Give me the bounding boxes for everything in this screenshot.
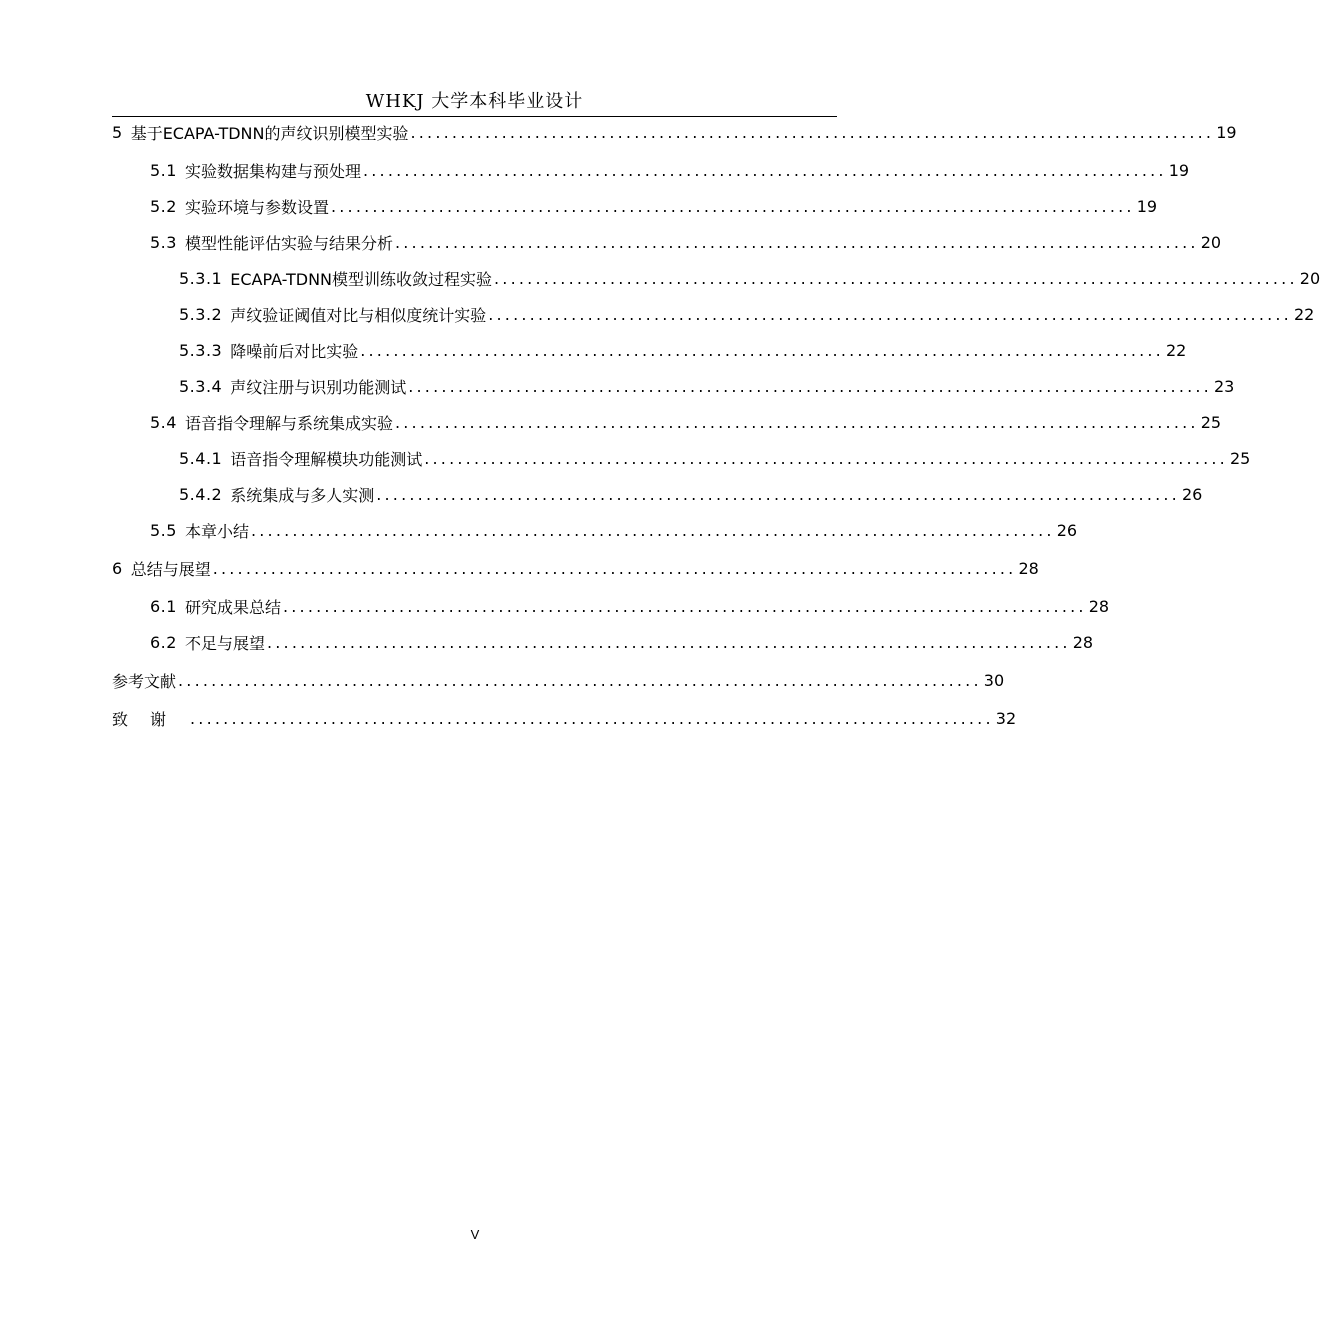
toc-entry-title: ECAPA-TDNN模型训练收敛过程实验 [230, 269, 493, 289]
toc-entry-number: 6.1 [150, 596, 177, 616]
toc-entry[interactable] [112, 592, 1110, 620]
toc-leader-dots: ................................................................................................. [488, 304, 1292, 324]
toc-leader-dots: ................................................................................................. [212, 558, 1017, 578]
toc-leader-dots: ................................................................................................. [410, 122, 1215, 142]
toc-entry-title: 语音指令理解模块功能测试 [230, 449, 423, 469]
page-number: V [470, 1227, 480, 1242]
toc-entry-page: 19 [1168, 160, 1190, 180]
header-title: WHKJ 大学本科毕业设计 [365, 91, 584, 112]
toc-entry-number: 5.3 [150, 232, 177, 252]
toc-entry-number: 5.3.3 [179, 340, 223, 360]
toc-leader-dots: ................................................................................................. [394, 412, 1199, 432]
toc-leader-dots: ................................................................................................. [424, 448, 1228, 468]
toc-entry[interactable] [112, 336, 1187, 364]
toc-entry-number: 5 [112, 122, 123, 142]
toc-entry-number: 5.3.1 [179, 268, 223, 288]
toc-entry[interactable] [112, 516, 1078, 544]
toc-entry[interactable] [112, 300, 1315, 328]
toc-entry-page: 22 [1293, 304, 1315, 324]
toc-entry[interactable] [112, 666, 1005, 694]
toc-entry-page: 25 [1200, 412, 1222, 432]
toc-entry-title: 系统集成与多人实测 [230, 485, 375, 505]
toc-entry-title: 本章小结 [184, 521, 249, 541]
toc-entry-title: 研究成果总结 [184, 597, 281, 617]
toc-entry-title: 不足与展望 [184, 633, 265, 653]
toc-entry[interactable] [112, 156, 1190, 184]
toc-entry[interactable] [112, 554, 1039, 582]
toc-entry-title: 基于ECAPA-TDNN的声纹识别模型实验 [130, 123, 409, 143]
toc-leader-dots: ................................................................................................. [408, 376, 1212, 396]
toc-entry-number: 5.3.2 [179, 304, 223, 324]
page-header [112, 88, 837, 117]
toc-entry-title: 致谢 [112, 709, 189, 729]
toc-leader-dots: ................................................................................................. [330, 196, 1135, 216]
toc-leader-dots: ................................................................................................. [494, 268, 1298, 288]
toc-entry[interactable] [112, 118, 1237, 146]
toc-entry-title: 语音指令理解与系统集成实验 [184, 413, 393, 433]
toc-entry-page: 30 [983, 670, 1005, 690]
toc-entry-title: 实验数据集构建与预处理 [184, 161, 361, 181]
toc-entry-page: 32 [995, 708, 1017, 728]
toc-leader-dots: ................................................................................................. [178, 670, 982, 690]
toc-entry-page: 19 [1136, 196, 1158, 216]
toc-leader-dots: ................................................................................................. [360, 340, 1164, 360]
toc-leader-dots: ................................................................................................. [282, 596, 1087, 616]
toc-entry-page: 20 [1299, 268, 1320, 288]
toc-entry-title: 参考文献 [112, 671, 177, 691]
toc-entry-number: 5.4 [150, 412, 177, 432]
toc-entry[interactable] [112, 444, 1251, 472]
toc-entry-title: 模型性能评估实验与结果分析 [184, 233, 393, 253]
toc-entry-page: 26 [1181, 484, 1203, 504]
toc-entry[interactable] [112, 704, 1017, 732]
toc-entry-page: 28 [1072, 632, 1094, 652]
toc-leader-dots: ................................................................................................. [250, 520, 1055, 540]
toc-entry-number: 6 [112, 558, 123, 578]
toc-entry-number: 5.2 [150, 196, 177, 216]
toc-entry-title: 实验环境与参数设置 [184, 197, 329, 217]
toc-entry-page: 28 [1088, 596, 1110, 616]
toc-entry[interactable] [112, 408, 1222, 436]
toc-entry-page: 25 [1229, 448, 1251, 468]
toc-entry-title: 声纹验证阈值对比与相似度统计实验 [230, 305, 487, 325]
toc-leader-dots: ................................................................................................. [266, 632, 1071, 652]
toc-entry[interactable] [112, 480, 1203, 508]
toc-entry-title: 降噪前后对比实验 [230, 341, 359, 361]
toc-entry[interactable] [112, 228, 1222, 256]
toc-entry-title: 总结与展望 [130, 559, 211, 579]
toc-entry-page: 22 [1165, 340, 1187, 360]
toc-leader-dots: ................................................................................................. [190, 708, 994, 728]
toc-entry-page: 28 [1018, 558, 1039, 578]
toc-entry-number: 5.3.4 [179, 376, 223, 396]
toc-entry[interactable] [112, 264, 1320, 292]
toc-entry-number: 6.2 [150, 632, 177, 652]
toc-entry-title: 声纹注册与识别功能测试 [230, 377, 407, 397]
toc-entry-page: 19 [1216, 122, 1237, 142]
toc-leader-dots: ................................................................................................. [362, 160, 1167, 180]
toc-entry-number: 5.4.1 [179, 448, 223, 468]
toc-entry[interactable] [112, 372, 1235, 400]
toc-entry-page: 26 [1056, 520, 1078, 540]
toc-leader-dots: ................................................................................................. [376, 484, 1180, 504]
toc-entry-page: 23 [1213, 376, 1235, 396]
toc-entry-page: 20 [1200, 232, 1222, 252]
toc-leader-dots: ................................................................................................. [394, 232, 1199, 252]
toc-entry[interactable] [112, 628, 1094, 656]
toc-entry-number: 5.4.2 [179, 484, 223, 504]
toc-entry-number: 5.5 [150, 520, 177, 540]
toc-entry-number: 5.1 [150, 160, 177, 180]
toc-entry[interactable] [112, 192, 1158, 220]
